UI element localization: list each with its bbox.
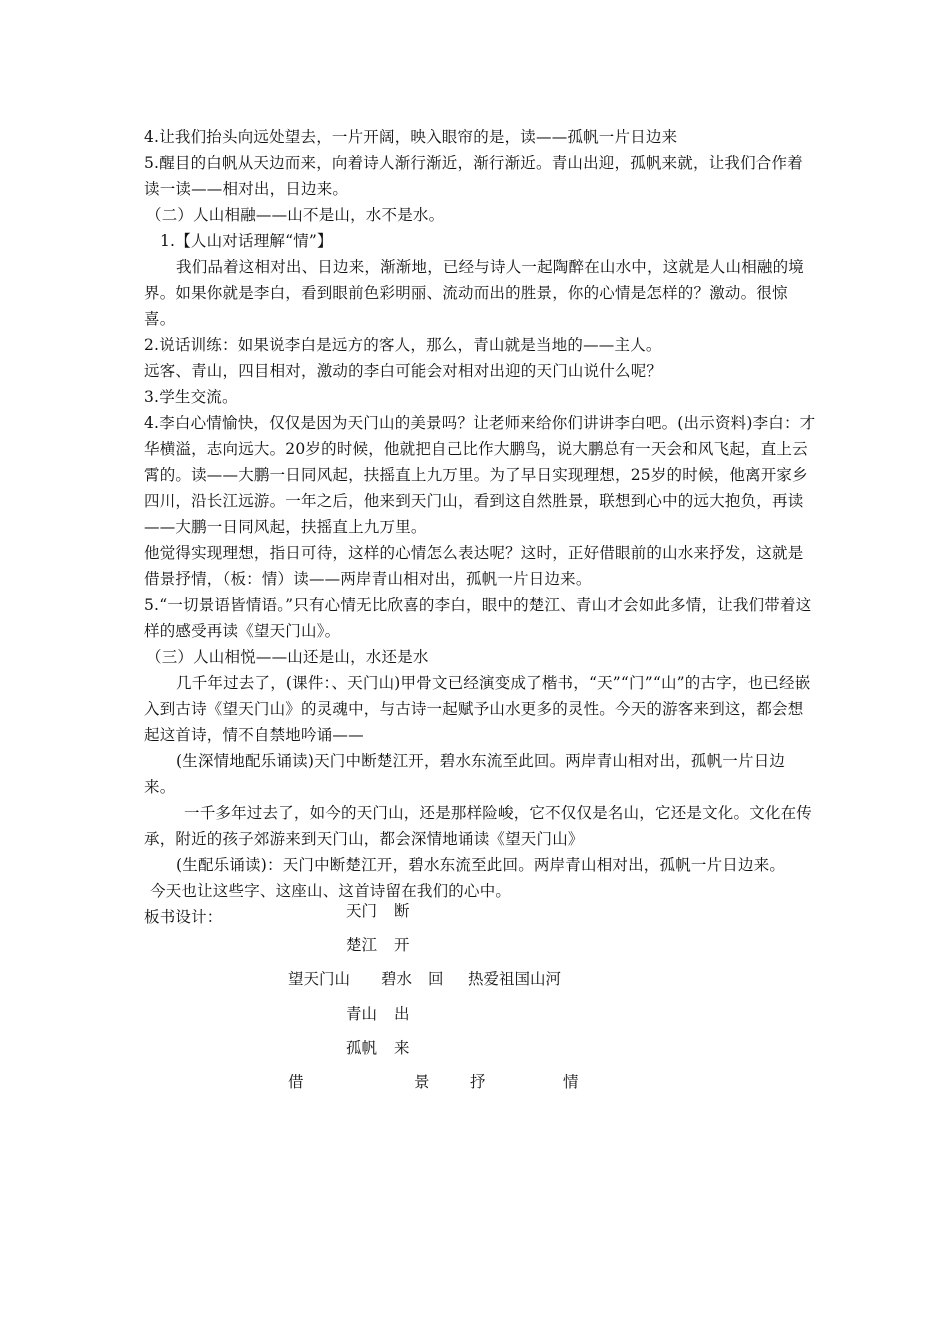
board-verb: 来 — [394, 1039, 410, 1057]
paragraph: 4.李白心情愉快，仅仅是因为天门山的美景吗？让老师来给你们讲讲李白吧。(出示资料)李白：才华横溢，志向远大。20岁的时候，他就把自己比作大鹏鸟，说大鹏总有一天会和风飞起，直上云霄的。读——大鹏一日同风起，扶摇直上九万里。为了早日实现理想，25岁的时候，他离开家乡四川，沿长江远游。一年之后，他来到天门山，看到这自然胜景，联想到心中的远大抱负，再读——大鹏一日同风起，扶摇直上九万里。 — [144, 414, 816, 536]
paragraph: 4.让我们抬头向远处望去，一片开阔，映入眼帘的是，读——孤帆一片日边来 — [144, 128, 678, 146]
board-theme: 热爱祖国山河 — [468, 970, 562, 988]
board-word: 天门 — [346, 902, 378, 920]
paragraph: 3.学生交流。 — [144, 388, 238, 406]
paragraph: 一千多年过去了，如今的天门山，还是那样险峻，它不仅仅是名山，它还是文化。文化在传承，附近的孩子郊游来到天门山，都会深情地诵读《望天门山》 — [144, 804, 813, 848]
board-bottom-char: 抒 — [470, 1073, 486, 1091]
paragraph: 我们品着这相对出、日边来，渐渐地，已经与诗人一起陶醉在山水中，这就是人山相融的境界。如果你就是李白，看到眼前色彩明丽、流动而出的胜景，你的心情是怎样的？激动。很惊喜。 — [144, 258, 805, 328]
board-heading: 板书设计： — [144, 908, 223, 926]
board-word: 楚江 — [346, 936, 378, 954]
board-bottom-char: 情 — [563, 1073, 579, 1091]
board-word: 孤帆 — [346, 1039, 378, 1057]
board-title: 望天门山 — [288, 970, 351, 988]
paragraph: (生配乐诵读)：天门中断楚江开，碧水东流至此回。两岸青山相对出，孤帆一片日边来。 — [176, 856, 786, 874]
board-verb: 回 — [428, 970, 444, 988]
board-verb: 开 — [394, 936, 410, 954]
section-heading: （三）人山相悦——山还是山，水还是水 — [146, 648, 429, 666]
paragraph: 他觉得实现理想，指日可待，这样的心情怎么表达呢？这时，正好借眼前的山水来抒发，这就是借景抒情，（板：情）读——两岸青山相对出，孤帆一片日边来。 — [144, 544, 804, 588]
board-bottom-char: 借 — [288, 1073, 304, 1091]
section-heading: （二）人山相融——山不是山，水不是水。 — [146, 206, 445, 224]
paragraph: (生深情地配乐诵读)天门中断楚江开，碧水东流至此回。两岸青山相对出，孤帆一片日边来。 — [144, 752, 786, 796]
paragraph: 5.“一切景语皆情语。”只有心情无比欣喜的李白，眼中的楚江、青山才会如此多情，让我们带着这样的感受再读《望天门山》。 — [144, 596, 812, 640]
lesson-text — [144, 124, 816, 930]
board-word: 青山 — [346, 1005, 378, 1023]
paragraph: 2.说话训练：如果说李白是远方的客人，那么，青山就是当地的——主人。 — [144, 336, 662, 354]
paragraph: 几千年过去了，(课件：、天门山)甲骨文已经演变成了楷书，“天”“门”“山”的古字，也已经嵌入到古诗《望天门山》的灵魂中，与古诗一起赋予山水更多的灵性。今天的游客来到这，都会想起这首诗，情不自禁地吟诵—— — [144, 674, 811, 744]
board-verb: 出 — [394, 1005, 410, 1023]
board-bottom-char: 景 — [414, 1073, 430, 1091]
paragraph: 5.醒目的白帆从天边而来，向着诗人渐行渐近，渐行渐近。青山出迎，孤帆来就，让我们合作着读一读——相对出，日边来。 — [144, 154, 803, 198]
board-word: 碧水 — [381, 970, 413, 988]
paragraph: 远客、青山，四目相对，激动的李白可能会对相对出迎的天门山说什么呢？ — [144, 362, 663, 380]
subheading: 1.【人山对话理解“情”】 — [160, 232, 333, 250]
paragraph: 今天也让这些字、这座山、这首诗留在我们的心中。 — [150, 882, 512, 900]
board-verb: 断 — [394, 902, 410, 920]
